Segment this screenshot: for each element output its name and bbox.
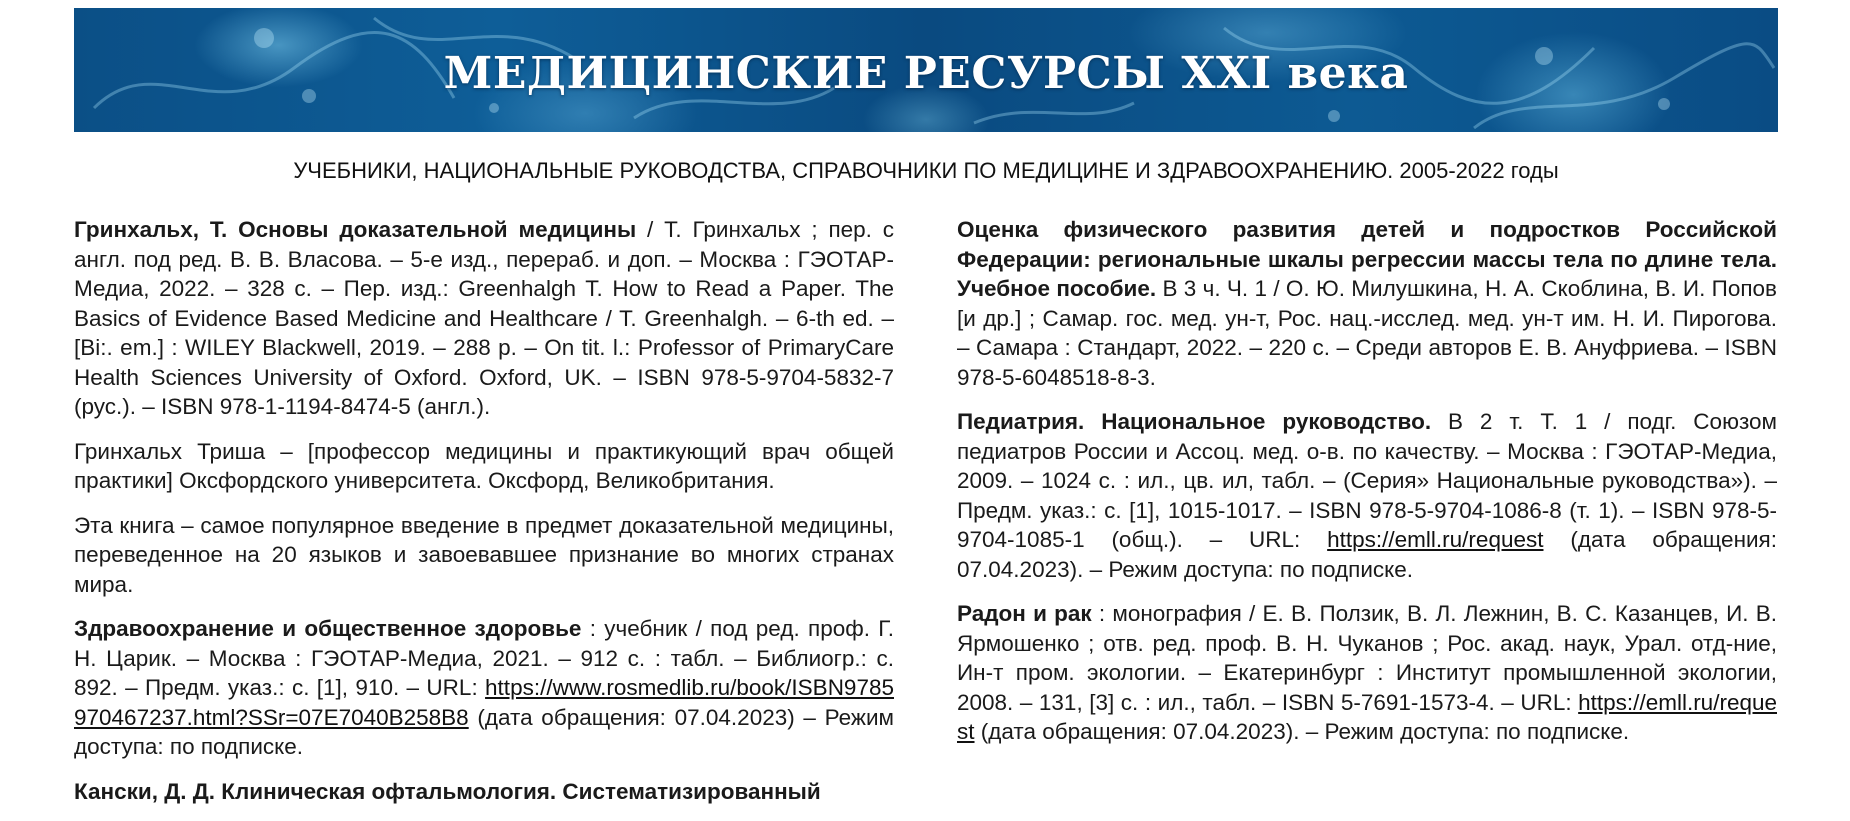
entry-url-link[interactable]: https://emll.ru/request: [957, 689, 1777, 744]
entry-url-link[interactable]: https://emll.ru/request: [1327, 527, 1544, 552]
book-annotation: Эта книга – самое популярное введение в предмет доказательной медицины, переведенное на 20 языков и завоевавшее признание во многих странах мира.: [74, 512, 894, 597]
book-entry-public-health: [74, 614, 894, 762]
entry-access-note: (дата обращения: 07.04.2023). – Режим доступа: по подписке.: [957, 527, 1777, 582]
entry-description: : монография / Е. В. Ползик, В. Л. Лежнин, В. С. Казанцев, И. В. Ярмошенко ; отв. ред. проф. В. Н. Чуканов ; Рос. акад. наук, Урал. отд-ние, Ин-т пром. экологии. – Екатеринбург : Институт промышленной экологии, 2008. – 131, [3] с. : ил., табл. – ISBN 5-7691-1573-4. – URL:: [957, 601, 1777, 715]
entry-access-note: (дата обращения: 07.04.2023). – Режим доступа: по подписке.: [974, 719, 1630, 744]
entry-title: Гринхальх, Т. Основы доказательной медицины: [74, 217, 637, 242]
book-entry-physical-development: [957, 215, 1777, 392]
book-entry-radon: [957, 599, 1777, 747]
entry-description: В 3 ч. Ч. 1 / О. Ю. Милушкина, Н. А. Скоблина, В. И. Попов [и др.] ; Самар. гос. мед. ун-т, Рос. нац.-исслед. мед. ун-т им. Н. И. Пирогова. – Самара : Стандарт, 2022. – 220 с. – Среди авторов Е. В. Ануфриева. – ISBN 978-5-6048518-8-3.: [957, 276, 1778, 390]
book-entry-pediatrics: [957, 407, 1777, 584]
entry-title: Педиатрия. Национальное руководство.: [957, 409, 1432, 434]
entry-access-note: (дата обращения: 07.04.2023) – Режим доступа: по подписке.: [74, 704, 894, 759]
entry-title: Оценка физического развития детей и подростков Российской Федерации: региональные шкалы регрессии массы тела по длине тела. Учебное пособие.: [957, 217, 1777, 301]
book-entry-kanski: [74, 777, 894, 807]
page-subtitle: УЧЕБНИКИ, НАЦИОНАЛЬНЫЕ РУКОВОДСТВА, СПРАВОЧНИКИ ПО МЕДИЦИНЕ И ЗДРАВООХРАНЕНИЮ. 2005-2022 годы: [293, 158, 1559, 183]
entry-title: Здравоохранение и общественное здоровье: [74, 616, 582, 641]
banner-title: МЕДИЦИНСКИЕ РЕСУРСЫ XXI века: [443, 48, 1409, 99]
right-column: [957, 215, 1777, 762]
header-banner: [74, 8, 1778, 132]
entry-description: : учебник / под ред. проф. Г. Н. Царик. – Москва : ГЭОТАР-Медиа, 2021. – 912 с. : табл. – Библиогр.: с. 892. – Предм. указ.: с. [1], 910. – URL:: [74, 616, 894, 700]
entry-description: В 2 т. Т. 1 / подг. Союзом педиатров России и Ассоц. мед. о-в. по качеству. – Москва : ГЭОТАР-Медиа, 2009. – 1024 с. : ил., цв. ил, табл. – (Серия» Национальные руководства»). – Предм. указ.: с. [1], 1015-1017. – ISBN 978-5-9704-1086-8 (т. 1). – ISBN 978-5-9704-1085-1 (общ.). – URL:: [957, 409, 1777, 552]
author-note: Гринхальх Триша – [профессор медицины и практикующий врач общей практики] Оксфордского университета. Оксфорд, Великобритания.: [74, 438, 894, 493]
entry-title: Радон и рак: [957, 601, 1092, 626]
entry-url-link[interactable]: https://www.rosmedlib.ru/book/ISBN9785970467237.html?SSr=07E7040B258B8: [74, 675, 894, 730]
book-entry-greenhalgh: [74, 215, 894, 422]
entry-description: / Т. Гринхальх ; пер. с англ. под ред. В. В. Власова. – 5-е изд., перераб. и доп. – Москва : ГЭОТАР-Медиа, 2022. – 328 с. – Пер. изд.: Greenhalgh T. How to Read a Paper. The Basics of Evidence Based Medicine and Healthcare / T. Greenhalgh. – 6-th ed. – [Bi:. em.] : WILEY Blackwell, 2019. – 288 p. – On tit. l.: Professor of PrimaryCare Health Sciences University of Oxford. Oxford, UK. – ISBN 978-5-9704-5832-7 (рус.). – ISBN 978-1-1194-8474-5 (англ.).: [74, 217, 894, 419]
left-column: [74, 215, 894, 821]
entry-title: Кански, Д. Д. Клиническая офтальмология. Систематизированный: [74, 778, 821, 804]
